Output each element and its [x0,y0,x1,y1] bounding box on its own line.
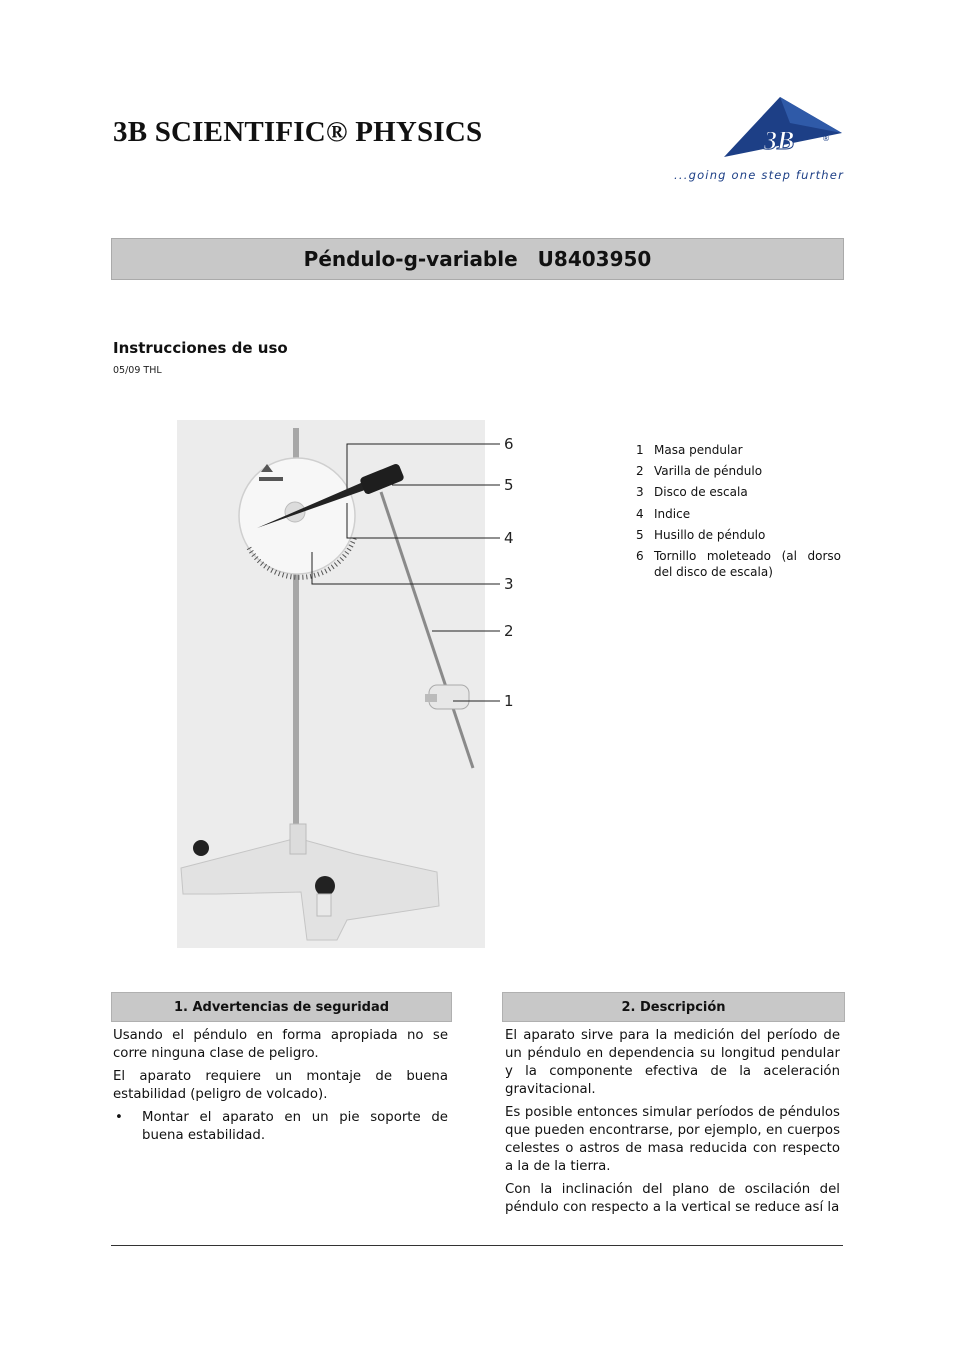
legend-label: Indice [654,506,691,521]
footer-rule [111,1245,843,1246]
section-heading-safety: 1. Advertencias de seguridad [111,992,452,1022]
leader-6 [347,444,500,490]
description-column [505,1027,840,1222]
bullet-text: Montar el aparato en un pie soporte de buena estabilidad. [142,1110,448,1143]
paragraph: El aparato sirve para la medición del período de un péndulo en dependencia su longitud pendular y la componente efectiva de la aceleración gravitacional. [505,1028,840,1097]
document-code: 05/09 THL [113,365,162,376]
figure-legend [636,442,841,585]
legend-label: Husillo de péndulo [654,527,766,542]
logo-tagline: ...going one step further [674,168,844,182]
product-code: U8403950 [537,247,652,271]
legend-label: Masa pendular [654,443,743,457]
callout-number: 5 [504,476,514,494]
paragraph: Con la inclinación del plano de oscilación del péndulo con respecto a la vertical se reduce así la [505,1182,840,1215]
legend-number: 4 [636,506,644,521]
bullet-icon: • [115,1110,123,1125]
legend-label: Varilla de péndulo [654,464,763,479]
logo-registered-mark: ® [822,134,830,143]
legend-item [636,527,841,543]
legend-label: Disco de escala [654,485,748,500]
legend-item [636,442,841,458]
legend-item [636,484,841,500]
callout-number: 2 [504,622,514,640]
legend-item [636,463,841,479]
legend-number: 5 [636,527,644,542]
product-name: Péndulo-g-variable [303,247,518,271]
legend-number: 6 [636,548,644,563]
brand-title: 3B SCIENTIFIC® PHYSICS [113,116,483,148]
legend-item [636,548,841,580]
legend-number: 2 [636,464,644,479]
callout-number: 1 [504,692,514,710]
legend-item [636,506,841,522]
paragraph: El aparato requiere un montaje de buena estabilidad (peligro de volcado). [113,1069,448,1102]
leader-3 [312,552,500,584]
paragraph: Usando el péndulo en forma apropiada no se corre ninguna clase de peligro. [113,1028,448,1061]
subtitle: Instrucciones de uso [113,339,288,357]
bullet-item [113,1109,448,1145]
paragraph: Es posible entonces simular períodos de péndulos que pueden encontrarse, por ejemplo, en cuerpos celestes o astros de masa reducida con respecto a la de la tierra. [505,1105,840,1174]
legend-label: Tornillo moleteado (al dorso del disco de escala) [654,548,841,579]
legend-number: 3 [636,485,644,500]
safety-column [113,1027,448,1145]
section-heading-description: 2. Descripción [502,992,845,1022]
logo-text: 3B [764,126,795,155]
leader-4 [347,503,500,538]
callout-number: 6 [504,435,514,453]
callout-number: 3 [504,575,514,593]
callout-number: 4 [504,529,514,547]
legend-number: 1 [636,443,644,457]
